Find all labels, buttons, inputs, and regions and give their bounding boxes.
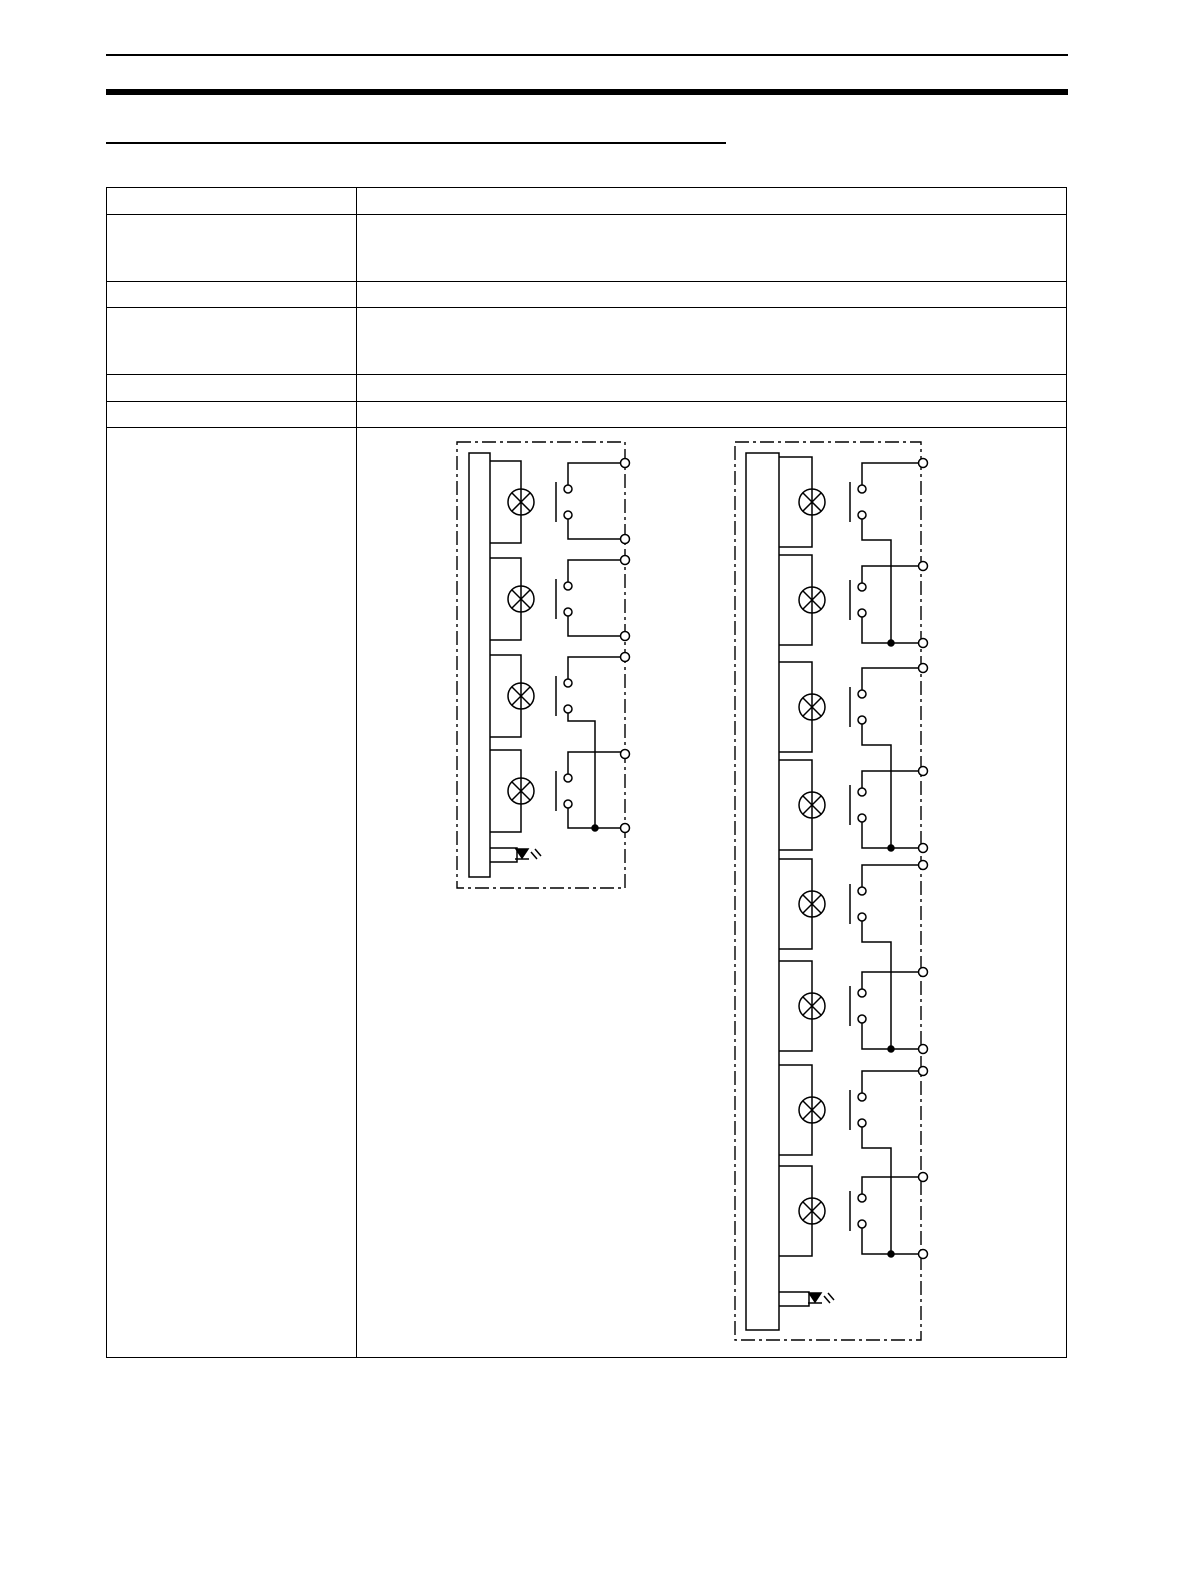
circuit-diagram-cell [357, 428, 1067, 1358]
led-ray [824, 1296, 830, 1303]
terminal-icon [621, 653, 630, 662]
relay-contact-icon [850, 1191, 866, 1231]
terminal-icon [919, 562, 928, 571]
contact-wire [862, 771, 923, 788]
terminal-icon [621, 535, 630, 544]
contact-wire [862, 865, 923, 887]
table-cell-value [357, 215, 1067, 282]
terminal-icon [919, 844, 928, 853]
coil-loop [779, 1065, 812, 1155]
junction-dot [888, 640, 894, 646]
contact-circle [858, 814, 866, 822]
table-row [107, 402, 1067, 428]
terminal-icon [919, 1067, 928, 1076]
relay-contact-icon [850, 884, 866, 924]
relay-contact-icon [850, 785, 866, 825]
contact-wire [568, 560, 625, 582]
contact-wire [862, 1023, 923, 1049]
coil-loop [779, 457, 812, 547]
table-cell-value [357, 282, 1067, 308]
terminal-icon [919, 968, 928, 977]
led-indicator-icon [808, 1293, 834, 1303]
terminal-icon [621, 824, 630, 833]
table-cell-label [107, 375, 357, 402]
terminal-icon [621, 632, 630, 641]
terminal-icon [919, 1250, 928, 1259]
contact-wire [568, 752, 625, 774]
relay-contact-icon [556, 676, 572, 716]
header-thin-rule [106, 54, 1068, 56]
terminal-icon [621, 556, 630, 565]
coil-loop [779, 760, 812, 850]
contact-circle [858, 511, 866, 519]
junction-dot [888, 845, 894, 851]
contact-circle [858, 887, 866, 895]
table-cell-value [357, 188, 1067, 215]
table-header-row [107, 188, 1067, 215]
led-ray [531, 852, 537, 859]
relay-contact-icon [556, 771, 572, 811]
contact-wire [568, 616, 625, 636]
table-row [107, 282, 1067, 308]
coil-loop [779, 961, 812, 1051]
terminal-icon [919, 767, 928, 776]
table-cell-value [357, 308, 1067, 375]
contact-circle [564, 679, 572, 687]
contact-circle [564, 608, 572, 616]
table-cell-label [107, 188, 357, 215]
led-ray [535, 849, 541, 856]
relay-contact-icon [850, 687, 866, 727]
relay-contact-icon [850, 482, 866, 522]
contact-circle [564, 485, 572, 493]
contact-circle [858, 1194, 866, 1202]
terminal-icon [919, 639, 928, 648]
terminal-icon [919, 664, 928, 673]
coil-loop [490, 750, 521, 832]
terminal-icon [919, 1045, 928, 1054]
contact-circle [564, 800, 572, 808]
terminal-icon [919, 1173, 928, 1182]
table-row [107, 308, 1067, 375]
header-thick-rule [106, 89, 1068, 95]
module-boundary [735, 442, 921, 1340]
contact-circle [858, 716, 866, 724]
table-cell-value [357, 375, 1067, 402]
table-cell-label [107, 215, 357, 282]
table-row [107, 215, 1067, 282]
table-cell-label [107, 402, 357, 428]
contact-wire [862, 1228, 923, 1254]
contact-wire [862, 519, 891, 643]
led-wire [779, 1292, 809, 1306]
led-wire [490, 848, 517, 862]
internal-circuit-bar [746, 453, 779, 1330]
contact-circle [564, 582, 572, 590]
contact-circle [858, 609, 866, 617]
contact-wire [862, 668, 923, 690]
table-cell-label [107, 282, 357, 308]
contact-circle [858, 913, 866, 921]
terminal-icon [621, 750, 630, 759]
contact-circle [858, 1119, 866, 1127]
contact-circle [564, 705, 572, 713]
terminal-icon [919, 861, 928, 870]
circuit-diagrams [357, 428, 1069, 1359]
contact-circle [858, 1015, 866, 1023]
led-triangle [516, 849, 528, 858]
led-ray [828, 1293, 834, 1300]
contact-circle [858, 788, 866, 796]
coil-loop [779, 555, 812, 645]
relay-contact-icon [556, 579, 572, 619]
contact-wire [862, 566, 923, 583]
contact-wire [862, 972, 923, 989]
coil-loop [490, 461, 521, 543]
contact-wire [862, 463, 923, 485]
contact-wire [862, 822, 923, 848]
terminal-icon [919, 459, 928, 468]
contact-circle [858, 485, 866, 493]
coil-loop [490, 558, 521, 640]
junction-dot [888, 1046, 894, 1052]
coil-loop [779, 859, 812, 949]
contact-wire [862, 1177, 923, 1194]
table-cell-label [107, 428, 357, 1358]
relay-contact-icon [556, 482, 572, 522]
terminal-icon [621, 459, 630, 468]
contact-circle [858, 989, 866, 997]
relay-contact-icon [850, 986, 866, 1026]
led-indicator-icon [515, 849, 541, 859]
internal-circuit-bar [469, 453, 490, 877]
contact-wire [862, 724, 891, 848]
table-row [107, 375, 1067, 402]
contact-circle [564, 774, 572, 782]
junction-dot [888, 1251, 894, 1257]
section-title-underline [106, 142, 726, 144]
coil-loop [779, 1166, 812, 1256]
coil-loop [779, 662, 812, 752]
contact-circle [858, 1093, 866, 1101]
contact-circle [564, 511, 572, 519]
eight-point-relay-output-circuit [735, 442, 928, 1340]
contact-wire [568, 713, 595, 828]
four-point-relay-output-circuit [457, 442, 630, 888]
contact-wire [862, 921, 891, 1049]
table-cell-label [107, 308, 357, 375]
relay-contact-icon [850, 1090, 866, 1130]
relay-contact-icon [850, 580, 866, 620]
module-boundary [457, 442, 625, 888]
specification-table [106, 187, 1067, 1358]
contact-circle [858, 1220, 866, 1228]
coil-loop [490, 655, 521, 737]
contact-wire [568, 657, 625, 679]
contact-wire [862, 1071, 923, 1093]
contact-wire [568, 519, 625, 539]
contact-wire [862, 617, 923, 643]
contact-circle [858, 690, 866, 698]
junction-dot [592, 825, 598, 831]
table-cell-value [357, 402, 1067, 428]
led-triangle [809, 1293, 821, 1302]
contact-circle [858, 583, 866, 591]
contact-wire [862, 1127, 891, 1254]
circuit-configuration-row [107, 428, 1067, 1358]
contact-wire [568, 463, 625, 485]
